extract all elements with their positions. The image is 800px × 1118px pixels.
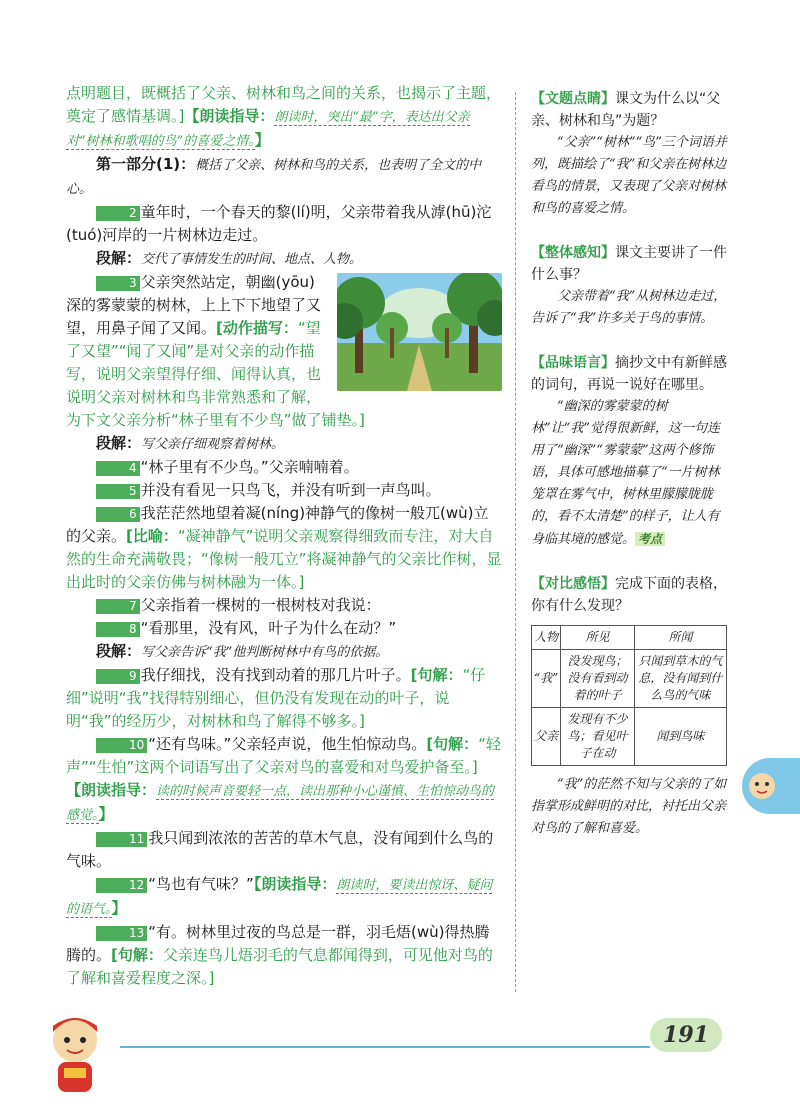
side-block-compare [531,573,727,840]
table-header: 人物 [532,626,561,650]
table-header: 所闻 [634,626,726,650]
segment-label: 段解： [96,434,142,452]
paragraph-9 [66,664,502,733]
segment-label: 段解： [96,249,142,267]
table-row [532,650,727,708]
segment-text: 交代了事情发生的时间、地点、人物。 [141,252,363,267]
title-analysis: 点明题目，既概括了父亲、树林和鸟之间的关系，也揭示了主题，奠定了感情基调。] [66,84,502,125]
side-question: 课文为什么以“父亲、树林和鸟”为题？ [531,91,721,129]
table-cell: “我” [532,650,561,708]
intro-paragraph [66,82,502,153]
side-answer [531,396,727,551]
note-label: [句解： [111,946,163,964]
paragraph-number: 7 [96,599,140,614]
paragraph-12 [66,873,502,921]
table-cell: 闻到鸟味 [634,708,726,766]
paragraph-text: 父亲指着一棵树的一根树枝对我说： [140,596,381,614]
side-tag: 【品味语言】 [531,355,615,371]
part-one-summary [66,153,502,201]
table-cell: 只闻到草木的气息，没有闻到什么鸟的气味 [634,650,726,708]
paragraph-2 [66,201,502,247]
forest-illustration [337,273,502,391]
bracket-end: 】 [98,805,114,823]
paragraph-7 [66,594,502,617]
table-row [532,708,727,766]
exam-point-badge: 考点 [635,532,665,546]
paragraph-text: 并没有看见一只鸟飞，并没有听到一声鸟叫。 [140,481,441,499]
paragraph-text: “看那里，没有风，叶子为什么在动？” [140,619,397,637]
paragraph-number: 6 [96,507,140,522]
side-block-overview [531,242,727,330]
bracket-end: 】 [111,899,127,917]
reading-guide-text: 读的时候声音要轻一点，读出那种小心谨慎、生怕惊动鸟的感觉。 [66,784,495,823]
paragraph-number: 13 [96,926,147,941]
segment-note-2 [66,247,502,271]
note-label: [比喻： [126,527,178,545]
table-cell: 发现有不少鸟；看见叶子在动 [561,708,635,766]
side-answer: 父亲带着“我”从树林边走过，告诉了“我”许多关于鸟的事情。 [531,289,727,326]
paragraph-text: 童年时，一个春天的黎(lí)明，父亲带着我从滹(hū)沱(tuó)河岸的一片树林边走过。 [66,203,492,244]
forest-icon [337,273,502,391]
paragraph-text: “林子里有不少鸟。”父亲喃喃着。 [140,458,359,476]
paragraph-number: 3 [96,276,140,291]
main-column [66,82,502,990]
note-text: “仔细”说明“我”找得特别细心，但仍没有发现在动的叶子，说明“我”的经历少，对树林和鸟了解得不够多。] [66,666,486,730]
side-tag: 【文题点睛】 [531,91,615,107]
segment-label: 段解： [96,642,142,660]
reading-guide-label: 【朗读指导： [66,781,157,799]
side-block-language [531,352,727,551]
part-one-text: 概括了父亲、树林和鸟的关系，也表明了全文的中心。 [66,158,482,197]
paragraph-text: 我只闻到浓浓的苦苦的草木气息，没有闻到什么鸟的气味。 [66,829,494,870]
paragraph-text: 我仔细找，没有找到动着的那几片叶子。 [140,666,411,684]
part-one-label: 第一部分(1)： [96,155,196,173]
mascot-icon [40,1010,110,1100]
paragraph-text: “有。树林里过夜的鸟总是一群，羽毛焐(wù)得热腾腾的。 [66,923,490,964]
paragraph-11 [66,827,502,873]
paragraph-text: “鸟也有气味？” [148,875,254,893]
paragraph-number: 12 [96,878,147,893]
side-block-title-insight [531,88,727,220]
paragraph-5 [66,479,502,502]
column-divider [515,92,516,992]
paragraph-number: 2 [96,206,140,221]
paragraph-text: “还有鸟味。”父亲轻声说，他生怕惊动鸟。 [148,735,427,753]
paragraph-10 [66,733,502,827]
segment-note-8 [66,640,502,664]
paragraph-8 [66,617,502,640]
bracket-end: 】 [254,131,270,149]
mascot-illustration [40,1010,110,1100]
side-column [531,88,727,862]
paragraph-text: 我茫茫然地望着凝(níng)神静气的像树一般兀(wù)立的父亲。 [66,504,489,545]
side-question: 摘抄文中有新鲜感的词句，再说一说好在哪里。 [531,355,727,393]
note-text: “轻声”“生怕”这两个词语写出了父亲对鸟的喜爱和对鸟爱护备至。] [66,735,501,776]
table-cell: 没发现鸟；没有看到动着的叶子 [561,650,635,708]
note-label: [动作描写： [216,319,298,337]
paragraph-text: 父亲突然站定，朝幽(yōu)深的雾蒙蒙的树林，上上下下地望了又望，用鼻子闻了又闻。 [66,273,322,337]
paragraph-number: 9 [96,669,140,684]
segment-text: 写父亲告诉“我”他判断树林中有鸟的依据。 [141,645,389,660]
paragraph-number: 4 [96,461,140,476]
segment-text: 写父亲仔细观察着树林。 [141,437,285,452]
note-text: 父亲连鸟儿焐羽毛的气息都闻得到，可见他对鸟的了解和喜爱程度之深。] [66,946,493,987]
side-tag: 【整体感知】 [531,245,615,261]
note-text: “望了又望”“闻了又闻”是对父亲的动作描写，说明父亲望得仔细、闻得认真，也说明父亲对树林和鸟非常熟悉和了解，为下文父亲分析“林子里有不少鸟”做了铺垫。] [66,319,365,429]
reading-guide-text: 朗读时，要读出惊讶、疑问的语气。 [66,878,493,917]
side-question: 完成下面的表格，你有什么发现？ [531,576,727,614]
paragraph-number: 5 [96,484,140,499]
comparison-table [531,625,727,766]
page-number: 191 [650,1018,722,1052]
paragraph-13 [66,921,502,990]
footer-line [120,1046,650,1048]
mascot-face-icon [742,758,800,814]
side-answer: “我”的茫然不知与父亲的了如指掌形成鲜明的对比，衬托出父亲对鸟的了解和喜爱。 [531,777,727,836]
reading-guide-label: 【朗读指导： [253,875,337,893]
side-question: 课文主要讲了一件什么事？ [531,245,727,283]
note-text: “凝神静气”说明父亲观察得细致而专注，对大自然的生命充满敬畏；“像树一般兀立”将凝神静气的父亲比作树，显出此时的父亲仿佛与树林融为一体。] [66,527,502,591]
segment-note-3 [66,432,502,456]
table-header-row [532,626,727,650]
side-answer-text: “幽深的雾蒙蒙的树林”让“我”觉得很新鲜，这一句连用了“幽深”“雾蒙蒙”这两个修饰语，具体可感地描摹了“一片树林笼罩在雾气中，树林里朦朦胧胧的，看不太清楚”的样子，让人有身临其境的感觉。 [531,399,720,547]
note-label: [句解： [426,735,479,753]
table-header: 所见 [561,626,635,650]
side-answer: “父亲”“树林”“鸟”三个词语并列，既描绘了“我”和父亲在树林边看鸟的情景，又表现了父亲对树林和鸟的喜爱之情。 [531,135,727,216]
side-tag: 【对比感悟】 [531,576,615,592]
paragraph-number: 11 [96,832,147,847]
paragraph-4 [66,456,502,479]
side-tab-mascot [742,758,800,814]
reading-guide-text: 朗读时，突出“最”字，表达出父亲对“树林和歌唱的鸟”的喜爱之情。 [66,110,470,149]
note-label: [句解： [410,666,463,684]
reading-guide-label: 【朗读指导： [184,107,275,125]
paragraph-number: 8 [96,622,140,637]
table-cell: 父亲 [532,708,561,766]
paragraph-number: 10 [96,738,147,753]
paragraph-6 [66,502,502,594]
